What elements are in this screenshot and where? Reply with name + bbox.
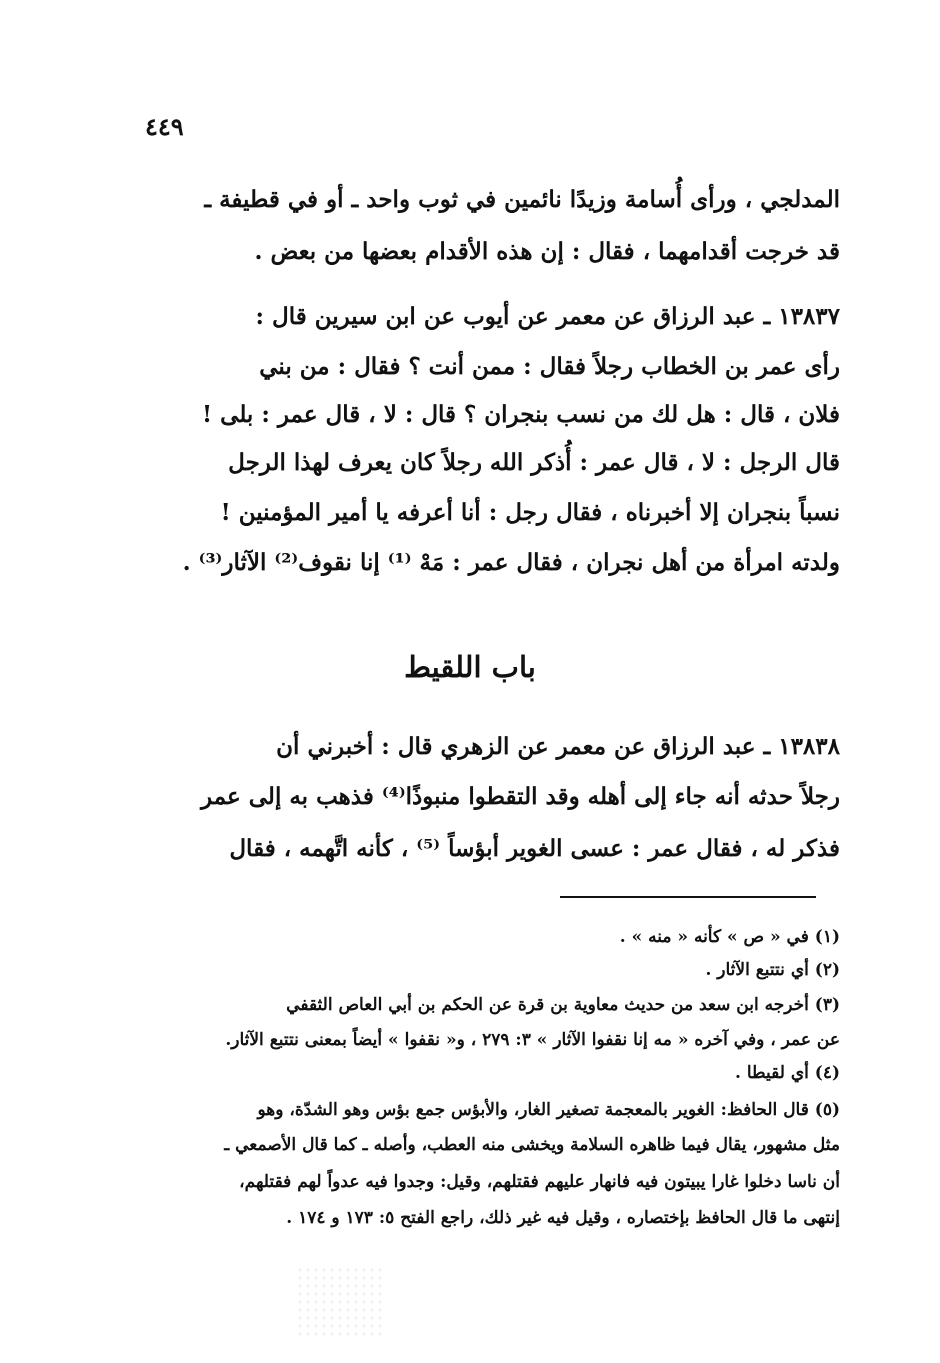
hadith-line: رجلاً حدثه أنه جاء إلى أهله وقد التقطوا منبوذًا⁽⁴⁾ فذهب به إلى عمر: [201, 783, 840, 810]
hadith-line: قال الرجل : لا ، قال عمر : أُذكر الله رجلاً كان يعرف لهذا الرجل: [228, 449, 840, 476]
footnote-line: أن ناسا دخلوا غارا يبيتون فيه فانهار عليهم فقتلهم، وقيل: وجدوا فيه عدواً لهم فقتلهم،: [239, 1172, 840, 1192]
footnote-line: مثل مشهور، يقال فيما ظاهره السلامة ويخشى منه العطب، وأصله ـ كما قال الأصمعي ـ: [224, 1135, 840, 1155]
scan-smudge: [296, 1266, 386, 1336]
footnote-line: (١) في « ص » كأنه « منه » .: [619, 927, 840, 947]
hadith-line: فلان ، قال : هل لك من نسب بنجران ؟ قال : لا ، قال عمر : بلى !: [202, 401, 840, 428]
hadith-line: فذكر له ، فقال عمر : عسى الغوير أبؤساً ⁽⁵⁾ ، كأنه اتَّهمه ، فقال: [229, 835, 840, 862]
footnote-divider: [560, 896, 816, 898]
page-number: ٤٤٩: [145, 112, 184, 141]
hadith-line: نسباً بنجران إلا أخبرناه ، فقال رجل : أنا أعرفه يا أمير المؤمنين !: [220, 499, 840, 526]
text-line: المدلجي ، ورأى أُسامة وزيدًا نائمين في ثوب واحد ـ أو في قطيفة ـ: [204, 186, 840, 213]
chapter-title: باب اللقيط: [404, 650, 536, 684]
footnote-line: (٣) أخرجه ابن سعد من حديث معاوية بن قرة عن الحكم بن أبي العاص الثقفي: [286, 995, 840, 1015]
footnote-line: (٥) قال الحافظ: الغوير بالمعجمة تصغير الغار، والأبؤس جمع بؤس وهو الشدّة، وهو: [257, 1100, 840, 1120]
footnote-line: (٢) أي نتتبع الآثار .: [705, 960, 840, 980]
text-line: قد خرجت أقدامهما ، فقال : إن هذه الأقدام بعضها من بعض .: [254, 238, 840, 265]
hadith-line: رأى عمر بن الخطاب رجلاً فقال : ممن أنت ؟ فقال : من بني: [259, 353, 840, 380]
footnote-line: (٤) أي لقيطا .: [735, 1063, 840, 1083]
hadith-line: ١٣٨٣٧ ـ عبد الرزاق عن معمر عن أيوب عن ابن سيرين قال :: [255, 303, 840, 330]
hadith-line: ولدته امرأة من أهل نجران ، فقال عمر : مَهْ ⁽¹⁾ إنا نقوف⁽²⁾ الآثار⁽³⁾ .: [182, 549, 840, 576]
footnote-line: عن عمر ، وفي آخره « مه إنا نقفوا الآثار » ٣: ٢٧٩ ، و« نقفوا » أيضاً بمعنى نتتبع الآثار.: [225, 1030, 840, 1050]
hadith-line: ١٣٨٣٨ ـ عبد الرزاق عن معمر عن الزهري قال : أخبرني أن: [276, 733, 840, 760]
footnote-line: إنتهى ما قال الحافظ بإختصاره ، وقيل فيه غير ذلك، راجع الفتح ٥: ١٧٣ و ١٧٤ .: [286, 1208, 840, 1228]
